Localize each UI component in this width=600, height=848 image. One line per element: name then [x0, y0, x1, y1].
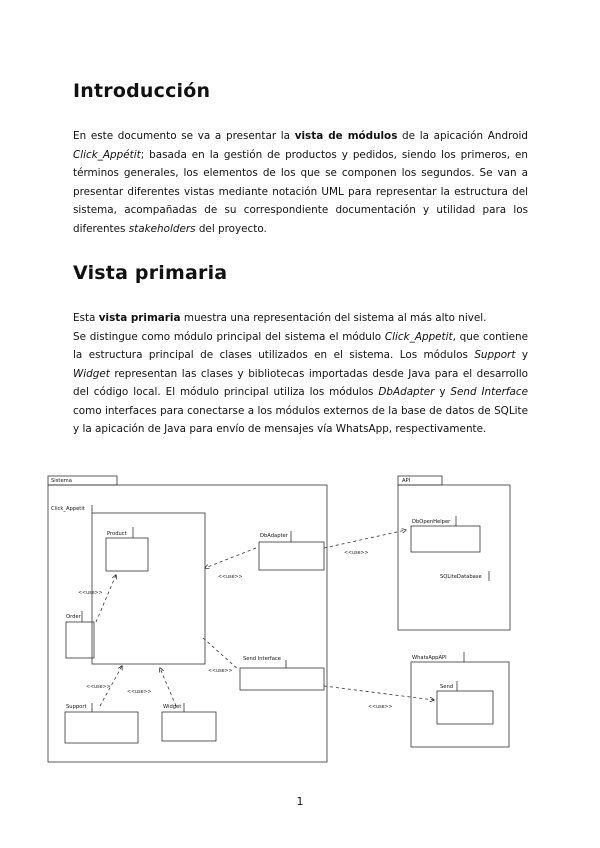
order-label: Order [66, 614, 81, 620]
api-package [398, 485, 510, 630]
section-heading-vista-primaria: Vista primaria [73, 262, 228, 284]
send-interface-to-send-arrow [324, 686, 434, 700]
sistema-label: Sistema [51, 478, 72, 484]
order-uses-product-arrow [96, 575, 116, 622]
dbadapter-to-dbopenhelper-arrow [324, 530, 406, 548]
product-label: Product [107, 531, 127, 537]
widget-use-arrow [160, 668, 176, 706]
use-label-send: <<use>> [368, 705, 393, 710]
dbopenhelper-label: DbOpenHelper [412, 519, 451, 525]
use-label-send-interface: <<use>> [208, 669, 233, 674]
use-label-support: <<use>> [86, 685, 111, 690]
primary-view-paragraph: Esta vista primaria muestra una representación del sistema al más alto nivel. Se distingue como módulo principal del sistema el módulo Click_Appetit, que contiene la estructura principal de clases utilizados en el sistema. Los módulos Support y Widget representan las clases y bibliotecas importadas desde Java para el desarrollo del código local. El módulo principal utiliza los módulos DbAdapter y Send Interface como interfaces para conectarse a los módulos externos de la base de datos de SQLite y la apicación de Java para envío de mensajes vía WhatsApp, respectivamente. [73, 312, 529, 435]
use-label-dbadapter: <<use>> [218, 575, 243, 580]
widget-module [162, 712, 216, 741]
send-interface-use-line [203, 638, 239, 670]
page-number: 1 [296, 795, 304, 808]
api-label: API [402, 478, 411, 484]
use-label-widget: <<use>> [127, 690, 152, 695]
intro-paragraph: En este documento se va a presentar la vista de módulos de la apicación Android Click_Appétit; basada en la gestión de productos y pedidos, siendo los primeros, en términos generales, los elementos de los que se componen los segundos. Se van a presentar diferentes vistas mediante notación UML para representar la estructura del sistema, acompañadas de su correspondiente documentación y utilidad para los diferentes stakeholders del proyecto. [73, 130, 528, 235]
dbadapter-use-arrow [205, 548, 256, 568]
product-class [106, 538, 148, 571]
section-heading-introduccion: Introducción [73, 80, 211, 102]
widget-label: Widget [163, 704, 182, 710]
support-label: Support [66, 704, 87, 710]
use-label-dbopenhelper: <<use>> [344, 551, 369, 556]
send-interface-module [240, 668, 324, 690]
dbadapter-label: DbAdapter [260, 533, 288, 539]
whatsappapi-label: WhatsAppAPI [412, 655, 447, 661]
send-label: Send [440, 684, 454, 690]
whatsappapi-package [411, 662, 509, 747]
order-class [66, 622, 94, 658]
sqlitedatabase-label: SQLiteDatabase [440, 574, 482, 580]
sistema-package [48, 485, 327, 762]
click-appetit-label: Click_Appetit [51, 506, 85, 512]
dbopenhelper-class [411, 526, 480, 552]
send-class [437, 691, 493, 724]
send-interface-label: Send Interface [243, 656, 281, 662]
support-module [65, 712, 138, 743]
dbadapter-module [259, 542, 324, 570]
use-label-order-product: <<use>> [78, 591, 103, 596]
